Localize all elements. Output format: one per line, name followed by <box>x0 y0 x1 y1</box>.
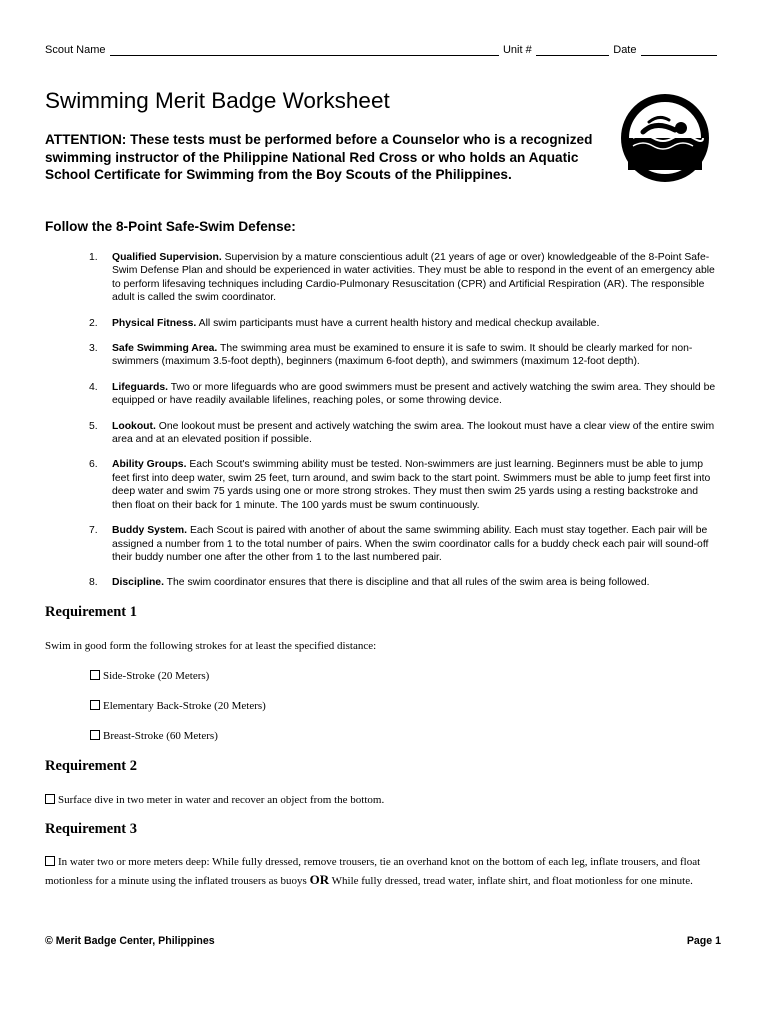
item-text: Two or more lifeguards who are good swimmers must be present and actively watching the swim area. They should be equipped or have readily available lifelines, reaching poles, or some throwing device. <box>112 381 716 407</box>
checkbox-icon[interactable] <box>45 794 55 804</box>
item-text: Supervision by a mature conscientious adult (21 years of age or over) knowledgeable of the 8-Point Safe-Swim Defense Plan and should be experienced in water activities. They must be able to respond in the event of an emergency able to perform lifesaving techniques including Cardio-Pulmonary Resuscitation (CPR) and Artificial Respiration (AR). The responsible adult is called the swim coordinator. <box>112 252 715 304</box>
checklist-item <box>90 697 266 715</box>
checkbox-icon[interactable] <box>90 670 100 680</box>
checkbox-icon[interactable] <box>90 730 100 740</box>
item-heading: Ability Groups. <box>112 459 187 471</box>
scout-name-field[interactable] <box>110 45 499 56</box>
date-label: Date <box>613 44 637 56</box>
checklist-label: Breast-Stroke (60 Meters) <box>103 730 218 742</box>
item-heading: Safe Swimming Area. <box>112 343 218 355</box>
item-heading: Physical Fitness. <box>112 317 197 329</box>
item-text: One lookout must be present and actively watching the swim area. The lookout must have a clear view of the entire swim area and at an elevated position if possible. <box>112 420 715 446</box>
list-item <box>0 342 720 369</box>
item-text: Each Scout is paired with another of about the same swimming ability. Each must stay together. Each pair will be assigned a number from 1 to the total number of pairs. When the swim coordinator calls for a buddy check each pair will sound-off their buddy number one after the other from 1 to the last numbered pair. <box>112 525 709 563</box>
checklist-label: Surface dive in two meter in water and recover an object from the bottom. <box>58 794 385 806</box>
checkbox-icon[interactable] <box>90 700 100 710</box>
item-heading: Lookout. <box>112 420 156 432</box>
requirement-1-intro: Swim in good form the following strokes for at least the specified distance: <box>45 640 377 652</box>
requirement-3-option-a: In water two or more meters deep: While fully dressed, remove trousers, tie an overhand knot on the bottom of each leg, inflate trousers, and float motionless for a minute using the inflated trousers as buoys <box>45 856 701 887</box>
footer-copyright: © Merit Badge Center, Philippines <box>45 935 215 947</box>
item-heading: Qualified Supervision. <box>112 252 222 263</box>
checkbox-icon[interactable] <box>45 856 55 866</box>
item-number: 8. <box>89 577 98 589</box>
footer-page-number: Page 1 <box>686 935 721 947</box>
item-text: All swim participants must have a current health history and medical checkup available. <box>196 317 600 329</box>
list-item <box>0 524 720 564</box>
list-item <box>0 381 720 408</box>
item-number: 1. <box>89 252 98 263</box>
header-fields <box>45 44 717 56</box>
requirement-1-heading: Requirement 1 <box>45 604 137 620</box>
checklist-item <box>90 667 209 685</box>
requirement-3-heading: Requirement 3 <box>45 821 137 837</box>
list-item <box>0 317 720 330</box>
requirement-3-text <box>45 853 720 890</box>
checklist-item <box>90 727 218 745</box>
checklist-label: Side-Stroke (20 Meters) <box>103 670 210 682</box>
unit-field[interactable] <box>536 45 610 56</box>
list-item <box>0 576 720 589</box>
safe-swim-rules-list <box>0 251 720 602</box>
checklist-item <box>45 791 384 809</box>
item-heading: Buddy System. <box>112 525 188 537</box>
item-heading: Discipline. <box>112 577 164 589</box>
list-item <box>0 251 720 305</box>
item-number: 2. <box>89 317 98 329</box>
date-field[interactable] <box>641 45 718 56</box>
item-number: 5. <box>89 420 98 432</box>
page-title: Swimming Merit Badge Worksheet <box>45 88 390 113</box>
swimmer-logo-icon <box>619 92 711 184</box>
scout-name-label: Scout Name <box>45 44 106 56</box>
item-number: 4. <box>89 381 98 393</box>
requirement-2-heading: Requirement 2 <box>45 758 137 774</box>
checklist-label: Elementary Back-Stroke (20 Meters) <box>103 700 266 712</box>
item-number: 6. <box>89 459 98 471</box>
item-text: Each Scout's swimming ability must be tested. Non-swimmers are just learning. Beginners must be able to jump feet first into deep water, swim 25 feet, turn around, and swim back to the start point. Swimmers must be able to jump feet first into deep water and swim 75 yards using one or more strong strokes. They must then swim 25 yards using a resting backstroke and then float on their back for 1 minute. The 100 yards must be swum continuously. <box>112 459 711 511</box>
item-text: The swimming area must be examined to ensure it is safe to swim. It should be clearly marked for non-swimmers (maximum 3.5-foot depth), beginners (maximum 6-foot depth), and swimmers (maximum 12-foot depth). <box>112 343 693 368</box>
attention-notice: ATTENTION: These tests must be performed before a Counselor who is a recognized swimming instructor of the Philippine National Red Cross or who holds an Aquatic School Certificate for Swimming from the Boy Scouts of the Philippines. <box>45 132 593 182</box>
unit-label: Unit # <box>502 44 532 56</box>
item-number: 3. <box>89 343 98 355</box>
safe-swim-heading: Follow the 8-Point Safe-Swim Defense: <box>45 219 296 234</box>
requirement-3-or: OR <box>309 872 330 887</box>
item-number: 7. <box>89 525 98 537</box>
requirement-3-option-b: While fully dressed, tread water, inflate shirt, and float motionless for one minute. <box>329 875 693 887</box>
list-item <box>0 458 720 512</box>
item-heading: Lifeguards. <box>112 381 169 393</box>
list-item <box>0 420 720 447</box>
item-text: The swim coordinator ensures that there is discipline and that all rules of the swim area is being followed. <box>163 577 650 589</box>
